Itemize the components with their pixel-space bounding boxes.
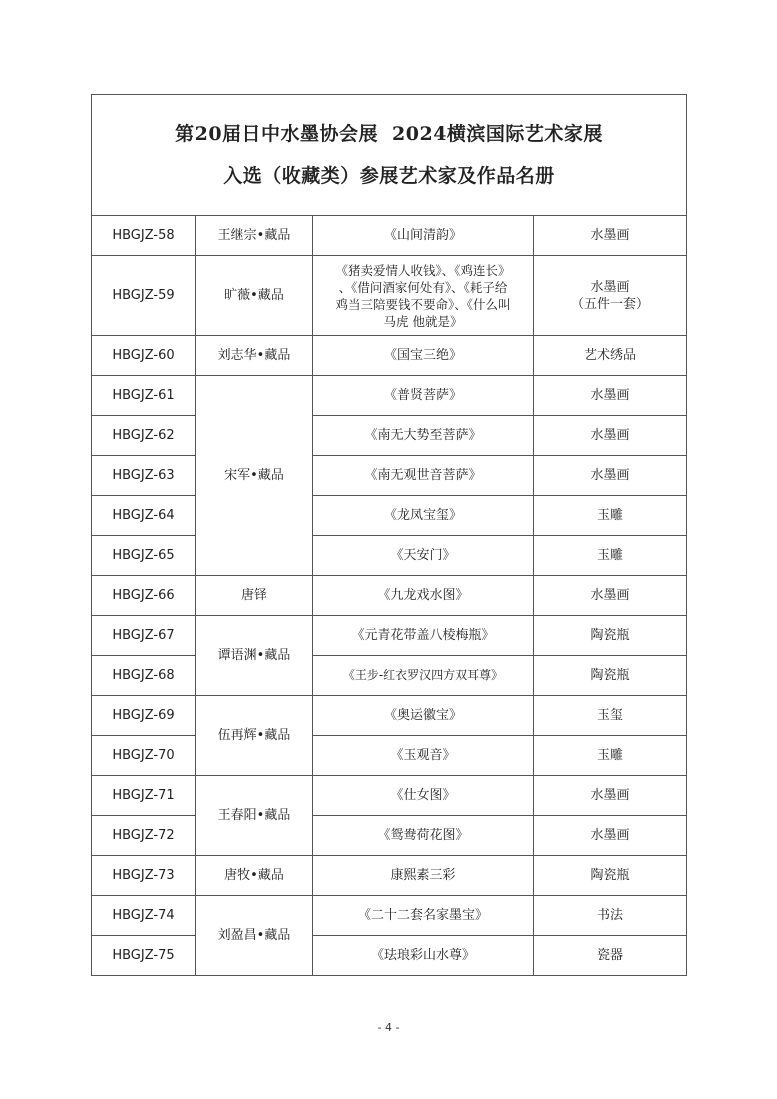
work-title: 《天安门》 bbox=[313, 536, 534, 576]
table-row bbox=[92, 816, 687, 856]
artist-name: 王春阳•藏品 bbox=[196, 776, 313, 856]
work-category: 玉雕 bbox=[534, 496, 687, 536]
entry-code: HBGJZ-75 bbox=[92, 936, 196, 976]
artist-name: 谭语渊•藏品 bbox=[196, 616, 313, 696]
work-category: 玉雕 bbox=[534, 736, 687, 776]
entry-code: HBGJZ-65 bbox=[92, 536, 196, 576]
work-title: 《山间清韵》 bbox=[313, 216, 534, 256]
entry-code: HBGJZ-66 bbox=[92, 576, 196, 616]
entry-code: HBGJZ-67 bbox=[92, 616, 196, 656]
table-row bbox=[92, 656, 687, 696]
work-title: 《南无观世音菩萨》 bbox=[313, 456, 534, 496]
table-row bbox=[92, 856, 687, 896]
table-row bbox=[92, 496, 687, 536]
work-category: 陶瓷瓶 bbox=[534, 656, 687, 696]
entry-code: HBGJZ-70 bbox=[92, 736, 196, 776]
artist-name: 刘盈昌•藏品 bbox=[196, 896, 313, 976]
entry-code: HBGJZ-72 bbox=[92, 816, 196, 856]
page-number: - 4 - bbox=[377, 1021, 400, 1034]
work-category: 水墨画 bbox=[534, 816, 687, 856]
work-title: 《鸳鸯荷花图》 bbox=[313, 816, 534, 856]
work-category: 艺术绣品 bbox=[534, 336, 687, 376]
work-category: 玉玺 bbox=[534, 696, 687, 736]
work-title: 《元青花带盖八棱梅瓶》 bbox=[313, 616, 534, 656]
work-title: 《国宝三绝》 bbox=[313, 336, 534, 376]
artist-name: 伍再辉•藏品 bbox=[196, 696, 313, 776]
entry-code: HBGJZ-71 bbox=[92, 776, 196, 816]
work-title: 《王步-红衣罗汉四方双耳尊》 bbox=[313, 656, 534, 696]
work-category: 水墨画 bbox=[534, 216, 687, 256]
entry-code: HBGJZ-63 bbox=[92, 456, 196, 496]
work-category: 玉雕 bbox=[534, 536, 687, 576]
table-row bbox=[92, 536, 687, 576]
work-title: 《珐琅彩山水尊》 bbox=[313, 936, 534, 976]
work-title: 《南无大势至菩萨》 bbox=[313, 416, 534, 456]
work-title: 《龙凤宝玺》 bbox=[313, 496, 534, 536]
work-title: 《普贤菩萨》 bbox=[313, 376, 534, 416]
table-row bbox=[92, 416, 687, 456]
work-title: 《奥运徽宝》 bbox=[313, 696, 534, 736]
table-row bbox=[92, 696, 687, 736]
artist-name: 唐铎 bbox=[196, 576, 313, 616]
work-category: 水墨画 bbox=[534, 456, 687, 496]
work-category: 瓷器 bbox=[534, 936, 687, 976]
work-title: 《仕女图》 bbox=[313, 776, 534, 816]
table-row bbox=[92, 456, 687, 496]
work-category: 陶瓷瓶 bbox=[534, 616, 687, 656]
table-row bbox=[92, 256, 687, 336]
table-row bbox=[92, 336, 687, 376]
table-row bbox=[92, 376, 687, 416]
table-title-cell bbox=[92, 95, 687, 216]
artist-name: 王继宗•藏品 bbox=[196, 216, 313, 256]
entry-code: HBGJZ-60 bbox=[92, 336, 196, 376]
entry-code: HBGJZ-64 bbox=[92, 496, 196, 536]
entry-code: HBGJZ-58 bbox=[92, 216, 196, 256]
work-category: 水墨画 bbox=[534, 376, 687, 416]
document-subtitle: 入选（收藏类）参展艺术家及作品名册 bbox=[223, 165, 555, 187]
entry-code: HBGJZ-68 bbox=[92, 656, 196, 696]
artist-name: 唐牧•藏品 bbox=[196, 856, 313, 896]
work-category: 水墨画 bbox=[534, 416, 687, 456]
table-row bbox=[92, 216, 687, 256]
work-category: 书法 bbox=[534, 896, 687, 936]
table-row bbox=[92, 576, 687, 616]
entry-code: HBGJZ-61 bbox=[92, 376, 196, 416]
entry-code: HBGJZ-59 bbox=[92, 256, 196, 336]
work-title: 康熙素三彩 bbox=[313, 856, 534, 896]
entry-code: HBGJZ-69 bbox=[92, 696, 196, 736]
work-title: 《二十二套名家墨宝》 bbox=[313, 896, 534, 936]
entry-code: HBGJZ-74 bbox=[92, 896, 196, 936]
work-category: 水墨画 bbox=[534, 576, 687, 616]
work-title: 《九龙戏水图》 bbox=[313, 576, 534, 616]
table-row bbox=[92, 896, 687, 936]
entry-code: HBGJZ-73 bbox=[92, 856, 196, 896]
work-title: 《猪卖爱情人收钱》、《鸡连长》 、《借问酒家何处有》、《耗子给 鸡当三陪要钱不要命》、《什么叫 马虎 他就是》 bbox=[313, 256, 534, 336]
entry-code: HBGJZ-62 bbox=[92, 416, 196, 456]
work-category: 水墨画 （五件一套） bbox=[534, 256, 687, 336]
table-row bbox=[92, 776, 687, 816]
table-row bbox=[92, 936, 687, 976]
document-title: 第20届日中水墨协会展 2024横滨国际艺术家展 bbox=[175, 123, 603, 145]
work-title: 《玉观音》 bbox=[313, 736, 534, 776]
artist-name: 旷薇•藏品 bbox=[196, 256, 313, 336]
work-category: 陶瓷瓶 bbox=[534, 856, 687, 896]
artist-name: 刘志华•藏品 bbox=[196, 336, 313, 376]
artist-name: 宋军•藏品 bbox=[196, 376, 313, 576]
artist-works-table bbox=[91, 94, 687, 976]
work-category: 水墨画 bbox=[534, 776, 687, 816]
table-row bbox=[92, 616, 687, 656]
table-row bbox=[92, 736, 687, 776]
